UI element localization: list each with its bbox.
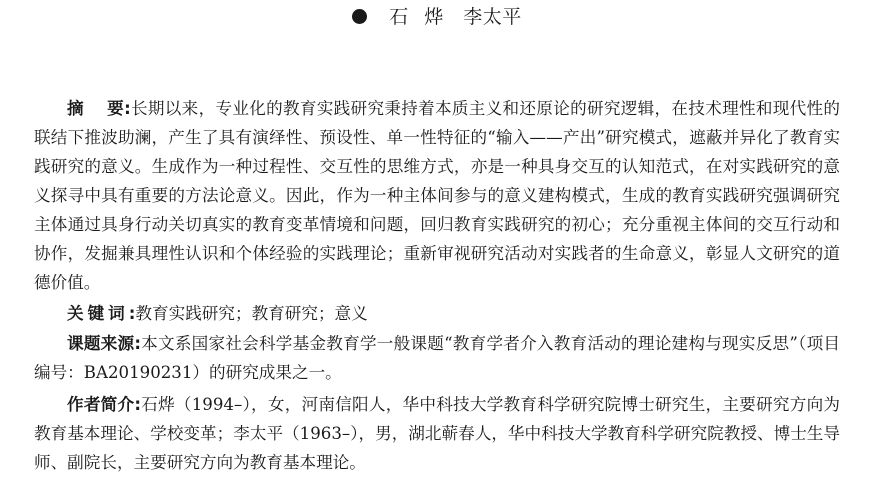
bio-paragraph: [34, 390, 840, 477]
keywords-section: [34, 299, 840, 328]
funding-label: 课题来源:: [67, 334, 141, 353]
bullet-icon: [352, 9, 367, 24]
abstract-text: 长期以来，专业化的教育实践研究秉持着本质主义和还原论的研究逻辑，在技术理性和现代性的联结下推波助澜，产生了具有演绎性、预设性、单一性特征的“输入——产出”研究模式，遮蔽并异化了教育实践研究的意义。生成作为一种过程性、交互性的思维方式，亦是一种具身交互的认知范式，在对实践研究的意义探寻中具有重要的方法论意义。因此，作为一种主体间参与的意义建构模式，生成的教育实践研究强调研究主体通过具身行动关切真实的教育变革情境和问题，回归教育实践研究的初心；充分重视主体间的交互行动和协作，发掘兼具理性认识和个体经验的实践理论；重新审视研究活动对实践者的生命意义，彰显人文研究的道德价值。: [34, 99, 841, 292]
author-name-2: 李太平: [463, 6, 522, 28]
keywords-text: 教育实践研究；教育研究；意义: [135, 304, 368, 323]
keywords-paragraph: 关键词:教育实践研究；教育研究；意义: [67, 304, 368, 323]
abstract-paragraph: [34, 94, 840, 297]
funding-text: 本文系国家社会科学基金教育学一般课题“教育学者介入教育活动的理论建构与现实反思”（项目编号：BA20190231）的研究成果之一。: [34, 334, 840, 382]
keywords-label: 关键词: [67, 304, 129, 323]
abstract-label: 摘 要:: [67, 99, 131, 118]
author-name-1: 石烨: [389, 6, 460, 28]
funding-paragraph: [34, 329, 840, 387]
author-line: [0, 4, 874, 30]
bio-text: 石烨（1994–），女，河南信阳人，华中科技大学教育科学研究院博士研究生，主要研究方向为教育基本理论、学校变革；李太平（1963–），男，湖北蕲春人，华中科技大学教育科学研究院教授、博士生导师、副院长，主要研究方向为教育基本理论。: [34, 395, 840, 472]
abstract-section: [34, 94, 840, 297]
bio-label: 作者简介:: [67, 395, 141, 414]
funding-section: [34, 329, 840, 387]
author-bio-section: [34, 390, 840, 477]
